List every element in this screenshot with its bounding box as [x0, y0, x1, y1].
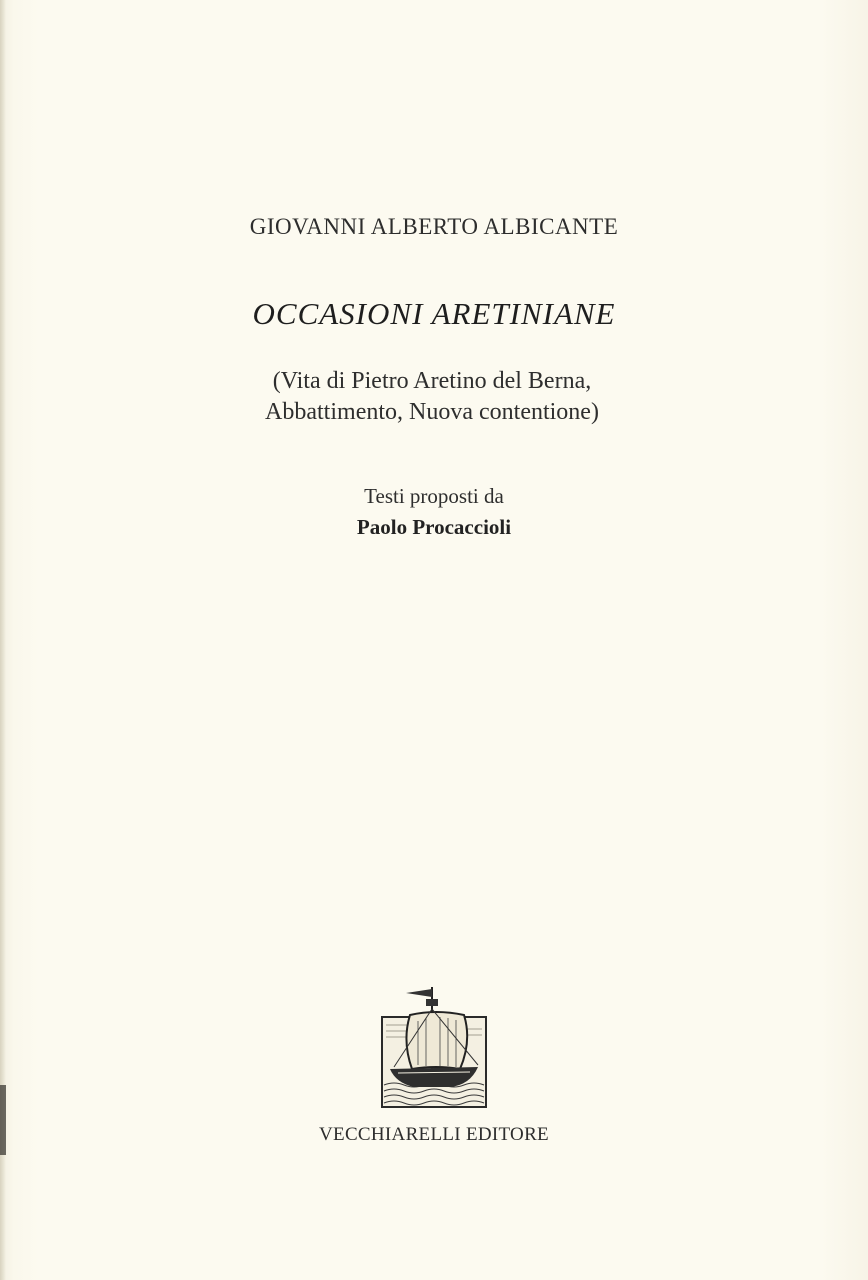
- subtitle-line-2: Abbattimento, Nuova contentione): [265, 399, 599, 425]
- subtitle-line-1: (Vita di Pietro Aretino del Berna,: [272, 368, 592, 394]
- publisher-name: VECCHIARELLI EDITORE: [319, 1124, 549, 1145]
- editor-name: Paolo Procaccioli: [356, 515, 512, 539]
- book-title: OCCASIONI ARETINIANE: [252, 296, 616, 331]
- ship-emblem-icon: [380, 985, 488, 1109]
- credit-label: Testi proposti da: [364, 484, 504, 508]
- author-name: GIOVANNI ALBERTO ALBICANTE: [249, 214, 619, 239]
